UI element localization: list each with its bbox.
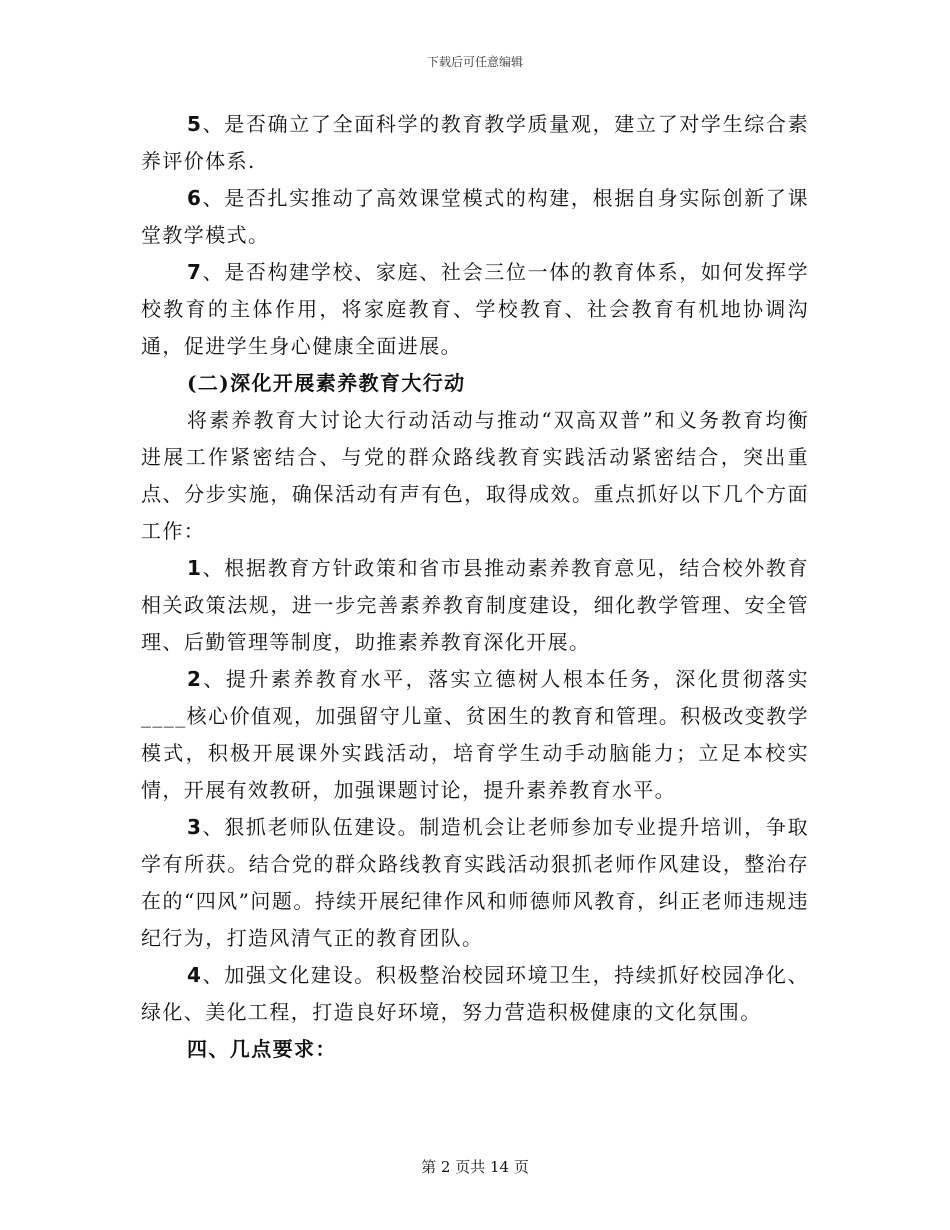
point-2 (141, 661, 809, 809)
page-header: 下载后可任意编辑 (426, 55, 523, 69)
item-7 (141, 254, 809, 365)
item-5-number: 5 (187, 112, 203, 136)
final-heading: 四、几点要求： (187, 1037, 337, 1061)
item-5-text: 、是否确立了全面科学的教育教学质量观，建立了对学生综合素养评价体系. (141, 112, 809, 173)
section-intro: 将素养教育大讨论大行动活动与推动“双高双普”和义务教育均衡进展工作紧密结合、与党的群众路线教育实践活动紧密结合，突出重点、分步实施，确保活动有声有色，取得成效。重点抓好以下几个方面工作： (141, 408, 809, 543)
point-2-number: 2 (187, 667, 203, 691)
point-4-number: 4 (187, 963, 203, 987)
item-7-number: 7 (187, 260, 203, 284)
item-7-text: 、是否构建学校、家庭、社会三位一体的教育体系，如何发挥学校教育的主体作用，将家庭教育、学校教育、社会教育有机地协调沟通，促进学生身心健康全面进展。 (141, 260, 809, 358)
item-6 (141, 180, 809, 254)
page-footer: 第 2 页共 14 页 (421, 1158, 529, 1176)
point-1 (141, 550, 809, 661)
point-3-number: 3 (187, 815, 203, 839)
point-1-number: 1 (187, 556, 203, 580)
point-3 (141, 809, 809, 957)
item-5 (141, 106, 809, 180)
point-4 (141, 957, 809, 1031)
section-heading: (二)深化开展素养教育大行动 (187, 371, 466, 395)
point-2-text: 、提升素养教育水平，落实立德树人根本任务，深化贯彻落实____核心价值观，加强留守儿童、贫困生的教育和管理。积极改变教学模式，积极开展课外实践活动，培育学生动手动脑能力；立足本校实情，开展有效教研，加强课题讨论，提升素养教育水平。 (141, 667, 809, 802)
document-body (141, 106, 809, 1068)
item-6-number: 6 (187, 186, 203, 210)
point-1-text: 、根据教育方针政策和省市县推动素养教育意见，结合校外教育相关政策法规，进一步完善素养教育制度建设，细化教学管理、安全管理、后勤管理等制度，助推素养教育深化开展。 (141, 556, 809, 654)
point-3-text: 、狠抓老师队伍建设。制造机会让老师参加专业提升培训，争取学有所获。结合党的群众路线教育实践活动狠抓老师作风建设，整治存在的“四风”问题。持续开展纪律作风和师德师风教育，纠正老师违规违纪行为，打造风清气正的教育团队。 (141, 815, 809, 950)
item-6-text: 、是否扎实推动了高效课堂模式的构建，根据自身实际创新了课堂教学模式。 (141, 186, 809, 247)
point-4-text: 、加强文化建设。积极整治校园环境卫生，持续抓好校园净化、绿化、美化工程，打造良好环境，努力营造积极健康的文化氛围。 (141, 963, 809, 1024)
